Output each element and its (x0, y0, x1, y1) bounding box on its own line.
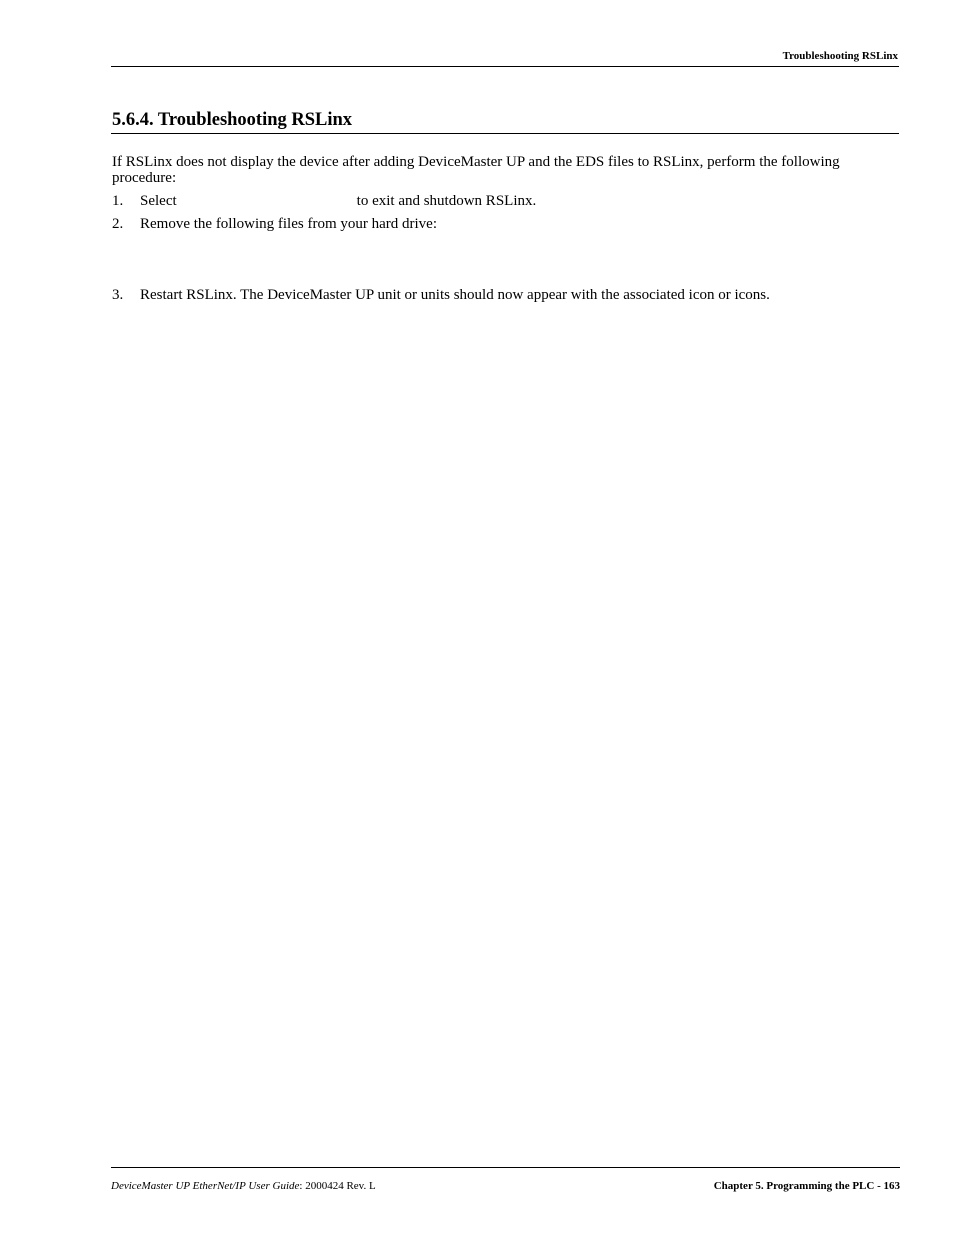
step-number: 1. (112, 193, 124, 209)
step-number: 2. (112, 216, 124, 232)
footer-guide-info (111, 1180, 376, 1192)
step-1 (112, 192, 536, 210)
step-2 (112, 215, 437, 233)
step-number: 3. (112, 287, 124, 303)
intro-paragraph: If RSLinx does not display the device after adding DeviceMaster UP and the EDS files to RSLinx, perform the following procedure: (112, 154, 840, 186)
step-1-text-after: to exit and shutdown RSLinx. (356, 193, 537, 209)
footer-guide-title: DeviceMaster UP EtherNet/IP User Guide (111, 1180, 300, 1192)
section-title-rule (111, 133, 899, 134)
running-header: Troubleshooting RSLinx (782, 50, 898, 62)
section-title: 5.6.4. Troubleshooting RSLinx (112, 110, 353, 130)
header-rule (111, 66, 899, 67)
footer-chapter: Chapter 5. Programming the PLC - 163 (713, 1180, 900, 1192)
step-3-text: Restart RSLinx. The DeviceMaster UP unit or units should now appear with the associated icon or icons. (140, 287, 770, 303)
footer-rule (111, 1167, 900, 1168)
step-3 (112, 286, 770, 304)
step-2-text: Remove the following files from your hard drive: (140, 216, 438, 232)
step-1-text-before: Select (140, 193, 177, 209)
footer-doc-id: : 2000424 Rev. L (299, 1180, 376, 1192)
